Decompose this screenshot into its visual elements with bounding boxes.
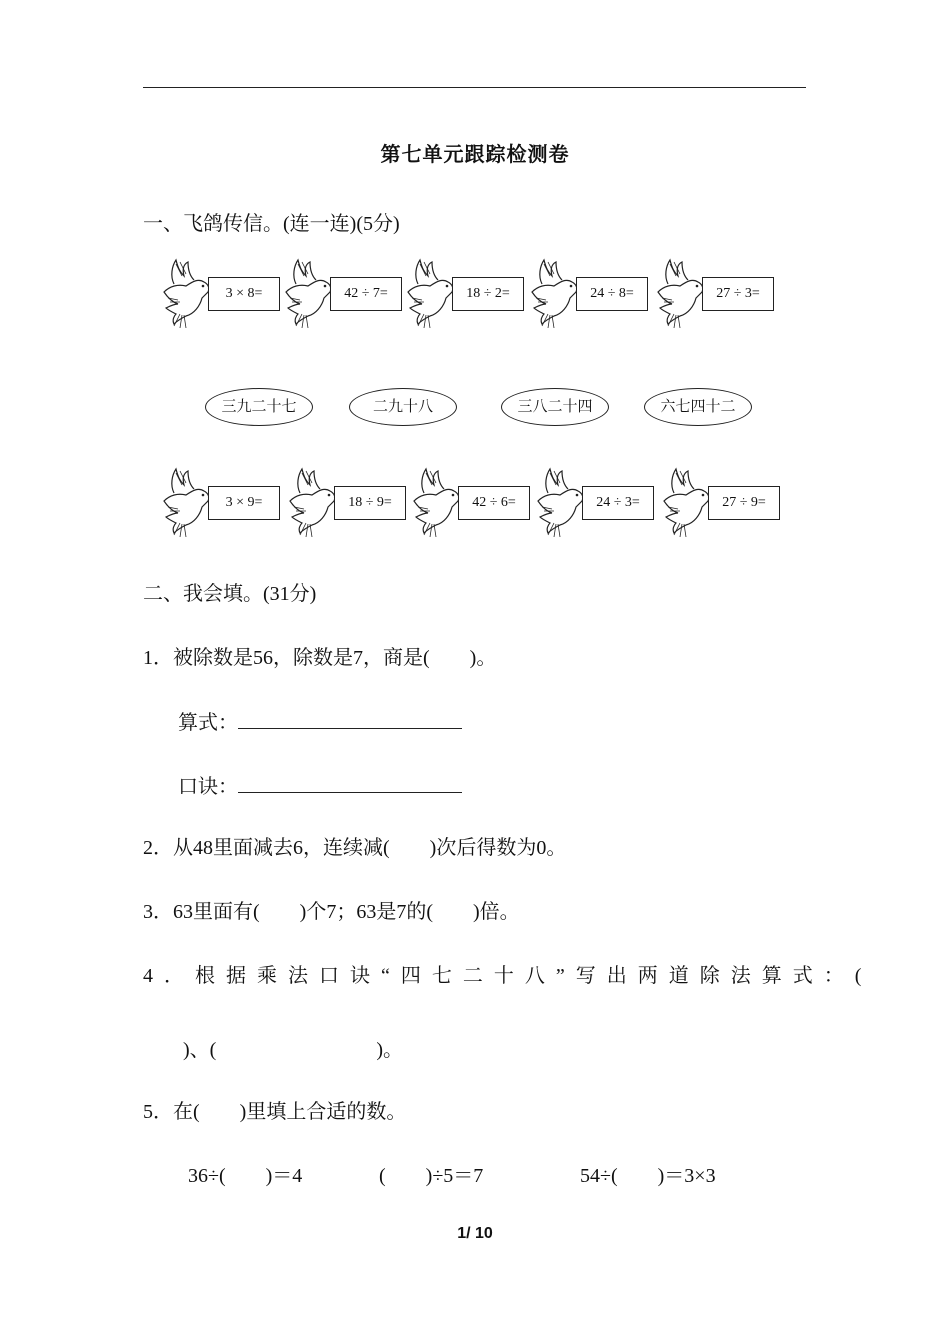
equation-card[interactable]: 27 ÷ 3=: [702, 277, 774, 311]
question-1: 1．被除数是56，除数是7，商是( )。: [143, 647, 497, 669]
rhyme-line: [178, 772, 462, 799]
rhyme-oval[interactable]: 三八二十四: [501, 388, 609, 426]
pigeon-icon: [528, 258, 580, 330]
page-title: 第七单元跟踪检测卷: [380, 144, 570, 166]
pigeon-icon: [286, 467, 338, 539]
formula-answer-blank[interactable]: [238, 708, 462, 729]
equation-card[interactable]: 3 × 8=: [208, 277, 280, 311]
question-4-line2: )、( )。: [183, 1039, 403, 1061]
question-2: 2．从48里面减去6，连续减( )次后得数为0。: [143, 837, 567, 859]
equation-card[interactable]: 3 × 9=: [208, 486, 280, 520]
q5-item-a: 36÷( )＝4: [188, 1165, 303, 1187]
rhyme-oval[interactable]: 二九十八: [349, 388, 457, 426]
question-4-line1: 4．根据乘法口诀“四七二十八”写出两道除法算式：(: [143, 965, 873, 987]
pigeon-icon: [282, 258, 334, 330]
equation-card[interactable]: 18 ÷ 2=: [452, 277, 524, 311]
pigeon-icon: [160, 258, 212, 330]
equation-card[interactable]: 24 ÷ 8=: [576, 277, 648, 311]
question-3: 3．63里面有( )个7；63是7的( )倍。: [143, 901, 520, 923]
formula-label: 算式：: [178, 712, 238, 734]
equation-card[interactable]: 42 ÷ 7=: [330, 277, 402, 311]
equation-card[interactable]: 27 ÷ 9=: [708, 486, 780, 520]
section1-heading: 一、飞鸽传信。(连一连)(5分): [143, 213, 400, 235]
formula-line: [178, 708, 462, 735]
page-number: 1/ 10: [457, 1225, 493, 1242]
section2-heading: 二、我会填。(31分): [143, 583, 317, 605]
pigeon-icon: [160, 467, 212, 539]
pigeon-icon: [404, 258, 456, 330]
rhyme-label: 口诀：: [178, 776, 238, 798]
equation-card[interactable]: 18 ÷ 9=: [334, 486, 406, 520]
rhyme-oval[interactable]: 六七四十二: [644, 388, 752, 426]
equation-card[interactable]: 42 ÷ 6=: [458, 486, 530, 520]
pigeon-icon: [660, 467, 712, 539]
question-5: 5．在( )里填上合适的数。: [143, 1101, 407, 1123]
header-rule: [143, 87, 806, 88]
top-pigeon-row: [160, 258, 800, 338]
rhyme-oval[interactable]: 三九二十七: [205, 388, 313, 426]
bottom-pigeon-row: [160, 467, 800, 547]
pigeon-icon: [410, 467, 462, 539]
q5-item-b: ( )÷5＝7: [379, 1165, 484, 1187]
q5-item-c: 54÷( )＝3×3: [580, 1165, 716, 1187]
pigeon-icon: [534, 467, 586, 539]
pigeon-icon: [654, 258, 706, 330]
equation-card[interactable]: 24 ÷ 3=: [582, 486, 654, 520]
rhyme-answer-blank[interactable]: [238, 772, 462, 793]
